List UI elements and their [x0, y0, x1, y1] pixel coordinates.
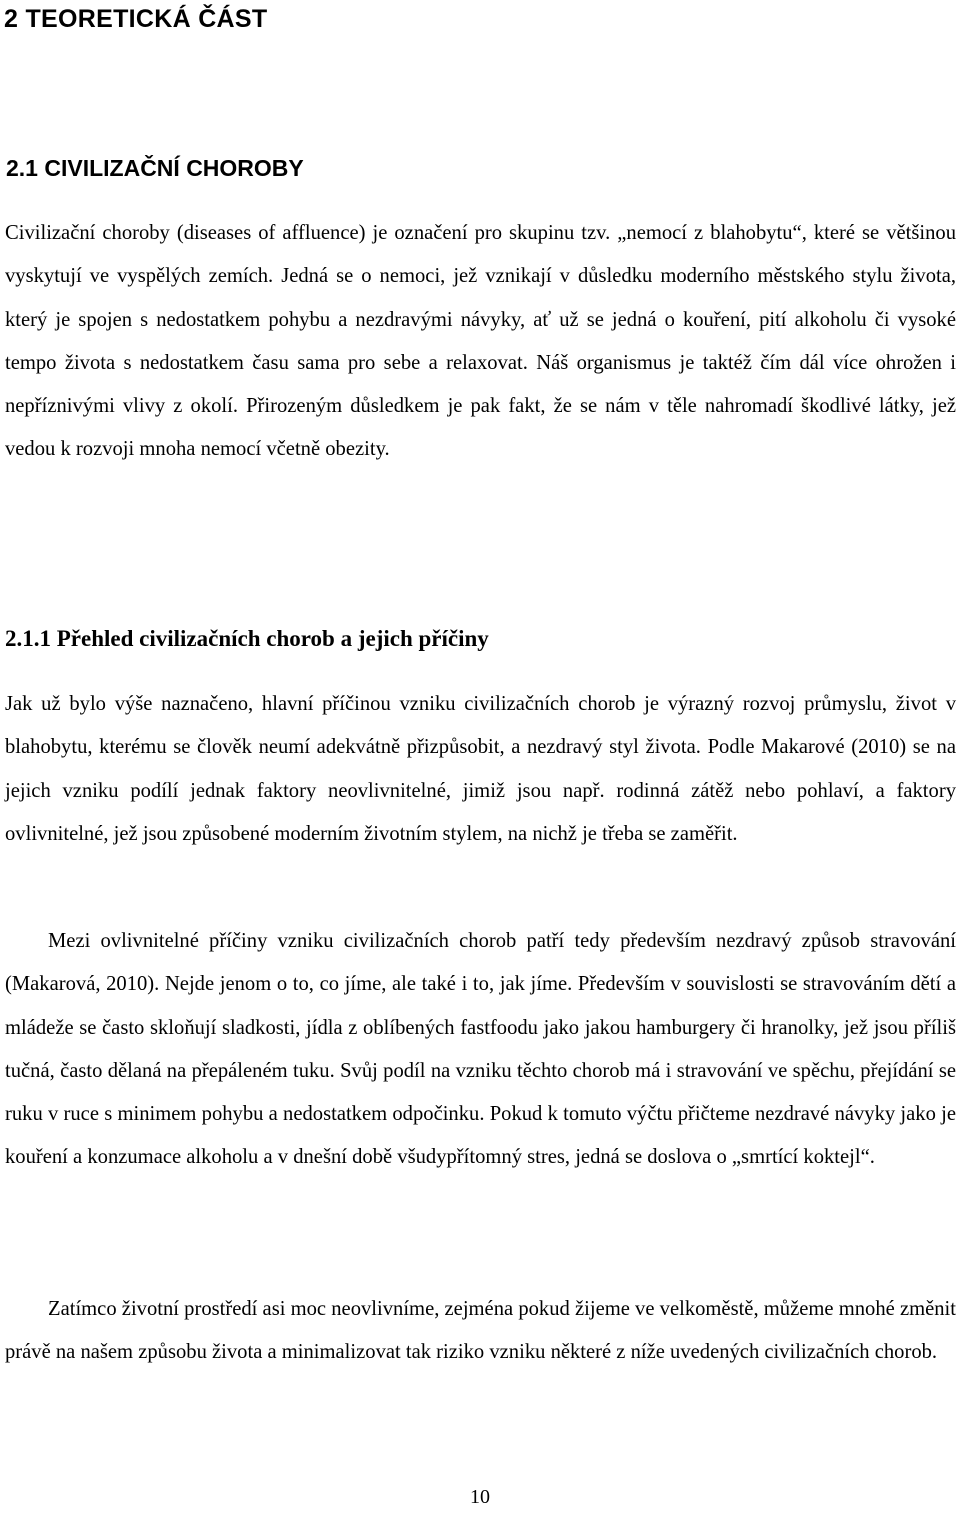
intro-paragraph: Civilizační choroby (diseases of affluence) je označení pro skupinu tzv. „nemocí z blahobytu“, které se většinou vyskytují ve vyspělých zemích. Jedná se o nemoci, jež vznikají v důsledku moderního městského stylu života, který je spojen s nedostatkem pohybu a nezdravými návyky, ať už se jedná o kouření, pití alkoholu či vysoké tempo života s nedostatkem času sama pro sebe a relaxovat. Náš organismus je taktéž čím dál více ohrožen i nepříznivými vlivy z okolí. Přirozeným důsledkem je pak fakt, že se nám v těle nahromadí škodlivé látky, jež vedou k rozvoji mnoha nemocí včetně obezity. — [5, 222, 956, 461]
diet-paragraph: Mezi ovlivnitelné příčiny vzniku civilizačních chorob patří tedy především nezdravý způsob stravování (Makarová, 2010). Nejde jenom o to, co jíme, ale také i to, jak jíme. Především v souvislosti se stravováním dětí a mládeže se často skloňují sladkosti, jídla z oblíbených fastfoodu jako jakou hamburgery či hranolky, jež jsou příliš tučná, často dělaná na přepáleném tuku. Svůj podíl na vzniku těchto chorob má i stravování ve spěchu, přejídání se ruku v ruce s minimem pohybu a nedostatkem odpočinku. Pokud k tomuto výčtu přičteme nezdravé návyky jako je kouření a konzumace alkoholu a v dnešní době všudypřítomný stres, jedná se doslova o „smrtící koktejl“. — [5, 930, 956, 1169]
page-number: 10 — [470, 1486, 490, 1508]
environment-paragraph: Zatímco životní prostředí asi moc neovlivníme, zejména pokud žijeme ve velkoměstě, můžeme mnohé změnit právě na našem způsobu života a minimalizovat tak riziko vzniku některé z níže uvedených civilizačních chorob. — [5, 1298, 956, 1364]
section-heading: 2.1 CIVILIZAČNÍ CHOROBY — [6, 155, 304, 181]
causes-paragraph: Jak už bylo výše naznačeno, hlavní příčinou vzniku civilizačních chorob je výrazný rozvoj průmyslu, život v blahobytu, kterému se člověk neumí adekvátně přizpůsobit, a nezdravý styl života. Podle Makarové (2010) se na jejich vzniku podílí jednak faktory neovlivnitelné, jimiž jsou např. rodinná zátěž nebo pohlaví, a faktory ovlivnitelné, jež jsou způsobené moderním životním stylem, na nichž je třeba se zaměřit. — [5, 693, 956, 845]
subsection-heading: 2.1.1 Přehled civilizačních chorob a jejich příčiny — [5, 626, 489, 651]
chapter-heading: 2 TEORETICKÁ ČÁST — [4, 5, 268, 33]
